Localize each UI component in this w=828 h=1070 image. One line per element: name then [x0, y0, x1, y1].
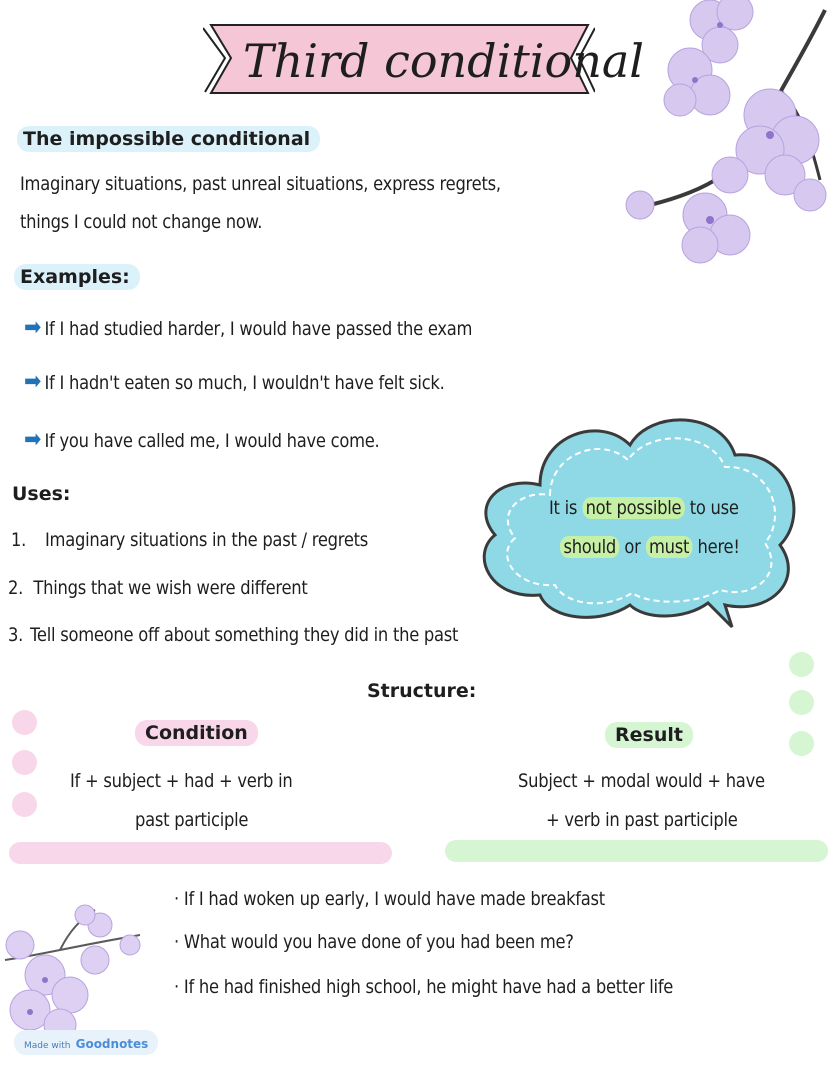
page-title: Third conditional — [243, 34, 644, 88]
description-line-2: things I could not change now. — [20, 211, 263, 233]
pink-dot — [12, 792, 37, 817]
bullet-example: · What would you have done of you had been me? — [174, 931, 574, 953]
green-dot — [789, 690, 814, 715]
uses-item: 2. Things that we wish were different — [8, 577, 308, 599]
result-line-2: + verb in past participle — [546, 809, 738, 831]
arrow-right-icon: ➡ — [24, 367, 42, 395]
uses-item: 3. Tell someone off about something they did in the past — [8, 624, 459, 646]
pink-dot — [12, 750, 37, 775]
cloud-note-line-2: should or must here! — [560, 536, 740, 558]
example-item: ➡ If you have called me, I would have come. — [24, 425, 380, 453]
subtitle: The impossible conditional — [17, 126, 320, 152]
pink-dot — [12, 710, 37, 735]
condition-line-1: If + subject + had + verb in — [70, 770, 293, 792]
result-underline-bar — [445, 840, 828, 862]
flower-decoration-bottom — [0, 900, 160, 1050]
arrow-right-icon: ➡ — [24, 425, 42, 453]
example-item: ➡ If I had studied harder, I would have passed the exam — [24, 313, 473, 341]
bullet-example: · If he had finished high school, he might have had a better life — [174, 976, 674, 998]
structure-heading: Structure: — [367, 680, 477, 702]
examples-heading: Examples: — [14, 264, 140, 290]
result-line-1: Subject + modal would + have — [518, 770, 765, 792]
bullet-example: · If I had woken up early, I would have made breakfast — [174, 888, 605, 910]
condition-line-2: past participle — [135, 809, 249, 831]
example-item: ➡ If I hadn't eaten so much, I wouldn't have felt sick. — [24, 367, 445, 395]
green-dot — [789, 652, 814, 677]
uses-item: 1. Imaginary situations in the past / regrets — [11, 529, 369, 551]
uses-heading: Uses: — [12, 483, 71, 505]
condition-underline-bar — [9, 842, 392, 864]
cloud-note-line-1: It is not possible to use — [549, 497, 739, 519]
green-dot — [789, 731, 814, 756]
result-label: Result — [605, 722, 693, 748]
description-line-1: Imaginary situations, past unreal situations, express regrets, — [20, 173, 501, 195]
goodnotes-watermark: Made with Goodnotes — [14, 1030, 158, 1055]
condition-label: Condition — [135, 720, 258, 746]
arrow-right-icon: ➡ — [24, 313, 42, 341]
